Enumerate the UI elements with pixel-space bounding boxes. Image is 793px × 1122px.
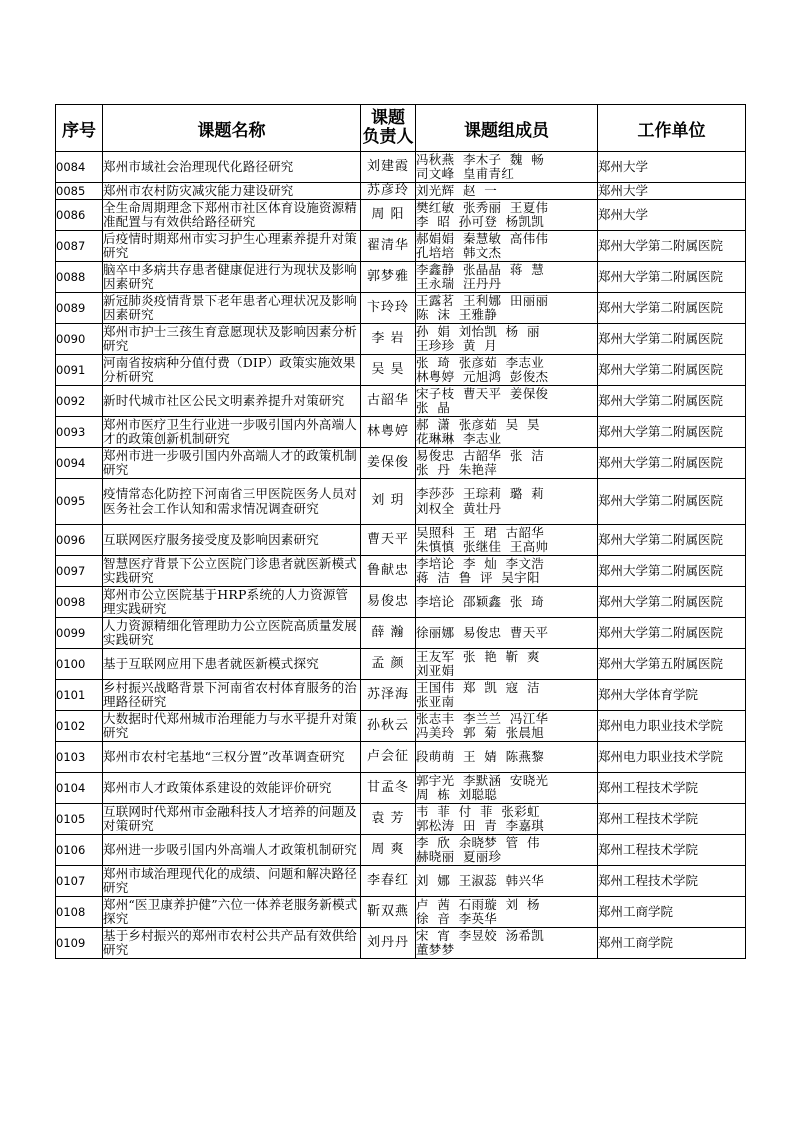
cell-code: 0098: [56, 587, 103, 618]
cell-unit: 郑州大学第二附属医院: [598, 324, 746, 355]
cell-members: 吴照科 王 珺 古韶华 朱慎慎 张继佳 王高帅: [416, 525, 598, 556]
table-row: [56, 804, 746, 835]
cell-members: 王友军 张 艳 靳 爽 刘亚娟: [416, 649, 598, 680]
cell-members: 刘 娜 王淑蕊 韩兴华: [416, 866, 598, 897]
cell-unit: 郑州大学第二附属医院: [598, 386, 746, 417]
table-row: [56, 773, 746, 804]
cell-lead: 刘 玥: [361, 479, 416, 525]
cell-code: 0100: [56, 649, 103, 680]
cell-code: 0094: [56, 448, 103, 479]
cell-unit: 郑州大学第二附属医院: [598, 479, 746, 525]
cell-code: 0103: [56, 742, 103, 773]
cell-code: 0089: [56, 293, 103, 324]
cell-title: 全生命周期理念下郑州市社区体育设施资源精准配置与有效供给路径研究: [103, 200, 361, 231]
cell-lead: 刘丹丹: [361, 928, 416, 959]
cell-code: 0085: [56, 183, 103, 200]
cell-code: 0091: [56, 355, 103, 386]
cell-code: 0099: [56, 618, 103, 649]
cell-lead: 林粤婷: [361, 417, 416, 448]
cell-title: 郑州市进一步吸引国内外高端人才的政策机制研究: [103, 448, 361, 479]
cell-code: 0101: [56, 680, 103, 711]
cell-lead: 古韶华: [361, 386, 416, 417]
cell-code: 0095: [56, 479, 103, 525]
cell-lead: 甘孟冬: [361, 773, 416, 804]
cell-title: 郑州“医卫康养护健”六位一体养老服务新模式探究: [103, 897, 361, 928]
cell-unit: 郑州大学第五附属医院: [598, 649, 746, 680]
cell-title: 乡村振兴战略背景下河南省农村体育服务的治理路径研究: [103, 680, 361, 711]
cell-lead: 曹天平: [361, 525, 416, 556]
table-row: [56, 417, 746, 448]
cell-lead: 孟 颜: [361, 649, 416, 680]
cell-unit: 郑州大学第二附属医院: [598, 293, 746, 324]
cell-members: 王露茗 王利娜 田丽丽 陈 沫 王雅静: [416, 293, 598, 324]
cell-members: 张 琦 张彦茹 李志业 林粤婷 元旭鸿 彭俊杰: [416, 355, 598, 386]
cell-title: 后疫情时期郑州市实习护生心理素养提升对策研究: [103, 231, 361, 262]
cell-title: 郑州市域社会治理现代化路径研究: [103, 152, 361, 183]
cell-code: 0107: [56, 866, 103, 897]
cell-unit: 郑州大学第二附属医院: [598, 618, 746, 649]
cell-unit: 郑州大学: [598, 152, 746, 183]
cell-members: 樊红敏 张秀丽 王夏伟 李 昭 孙可登 杨凯凯: [416, 200, 598, 231]
cell-code: 0096: [56, 525, 103, 556]
cell-unit: 郑州大学第二附属医院: [598, 355, 746, 386]
cell-code: 0106: [56, 835, 103, 866]
cell-code: 0088: [56, 262, 103, 293]
cell-title: 郑州市农村防灾减灾能力建设研究: [103, 183, 361, 200]
table-row: [56, 680, 746, 711]
cell-unit: 郑州工程技术学院: [598, 773, 746, 804]
table-row: [56, 355, 746, 386]
cell-code: 0084: [56, 152, 103, 183]
cell-lead: 周 阳: [361, 200, 416, 231]
cell-title: 基于互联网应用下患者就医新模式探究: [103, 649, 361, 680]
cell-code: 0093: [56, 417, 103, 448]
header-lead: [361, 105, 416, 152]
cell-code: 0092: [56, 386, 103, 417]
cell-members: 郭宇光 李默涵 安晓光 周 栋 刘聪聪: [416, 773, 598, 804]
cell-unit: 郑州工商学院: [598, 897, 746, 928]
cell-lead: 李 岩: [361, 324, 416, 355]
table-row: [56, 618, 746, 649]
cell-title: 郑州市域治理现代化的成绩、问题和解决路径研究: [103, 866, 361, 897]
cell-title: 大数据时代郑州城市治理能力与水平提升对策研究: [103, 711, 361, 742]
cell-title: 人力资源精细化管理助力公立医院高质量发展实践研究: [103, 618, 361, 649]
header-row: [56, 105, 746, 152]
cell-title: 智慧医疗背景下公立医院门诊患者就医新模式实践研究: [103, 556, 361, 587]
cell-lead: 靳双燕: [361, 897, 416, 928]
cell-unit: 郑州工程技术学院: [598, 835, 746, 866]
table-row: [56, 200, 746, 231]
cell-unit: 郑州大学: [598, 183, 746, 200]
table-row: [56, 324, 746, 355]
header-members: 课题组成员: [416, 105, 598, 152]
cell-title: 郑州市护士三孩生育意愿现状及影响因素分析研究: [103, 324, 361, 355]
cell-unit: 郑州大学第二附属医院: [598, 525, 746, 556]
table-row: [56, 152, 746, 183]
cell-title: 新时代城市社区公民文明素养提升对策研究: [103, 386, 361, 417]
cell-members: 易俊忠 古韶华 张 洁 张 丹 朱艳萍: [416, 448, 598, 479]
cell-lead: 翟清华: [361, 231, 416, 262]
cell-lead: 郭梦雅: [361, 262, 416, 293]
table-row: [56, 525, 746, 556]
cell-lead: 袁 芳: [361, 804, 416, 835]
cell-members: 李培论 邵颖鑫 张 琦: [416, 587, 598, 618]
header-title: 课题名称: [103, 105, 361, 152]
cell-code: 0104: [56, 773, 103, 804]
cell-title: 基于乡村振兴的郑州市农村公共产品有效供给研究: [103, 928, 361, 959]
cell-unit: 郑州工程技术学院: [598, 804, 746, 835]
cell-lead: 鲁献忠: [361, 556, 416, 587]
cell-lead: 易俊忠: [361, 587, 416, 618]
cell-members: 宋子枝 曹天平 姜保俊 张 晶: [416, 386, 598, 417]
table-row: [56, 386, 746, 417]
project-table: [55, 104, 746, 959]
table-row: [56, 479, 746, 525]
cell-unit: 郑州大学第二附属医院: [598, 556, 746, 587]
table-row: [56, 649, 746, 680]
cell-members: 冯秋燕 李木子 魏 畅 司文峰 皇甫青红: [416, 152, 598, 183]
table-row: [56, 448, 746, 479]
table-row: [56, 711, 746, 742]
table-row: [56, 742, 746, 773]
table-row: [56, 183, 746, 200]
cell-unit: 郑州大学第二附属医院: [598, 417, 746, 448]
cell-unit: 郑州大学第二附属医院: [598, 262, 746, 293]
cell-unit: 郑州工商学院: [598, 928, 746, 959]
cell-lead: 卢会征: [361, 742, 416, 773]
cell-title: 郑州市医疗卫生行业进一步吸引国内外高端人才的政策创新机制研究: [103, 417, 361, 448]
cell-code: 0090: [56, 324, 103, 355]
cell-members: 卢 茜 石雨璇 刘 杨 徐 音 李英华: [416, 897, 598, 928]
cell-code: 0087: [56, 231, 103, 262]
cell-lead: 苏泽海: [361, 680, 416, 711]
table-row: [56, 928, 746, 959]
cell-unit: 郑州电力职业技术学院: [598, 742, 746, 773]
cell-unit: 郑州大学: [598, 200, 746, 231]
cell-unit: 郑州大学体育学院: [598, 680, 746, 711]
table-row: [56, 231, 746, 262]
cell-unit: 郑州大学第二附属医院: [598, 231, 746, 262]
header-lead-line2: 负责人: [362, 127, 414, 147]
cell-unit: 郑州电力职业技术学院: [598, 711, 746, 742]
cell-members: 徐丽娜 易俊忠 曹天平: [416, 618, 598, 649]
cell-lead: 周 爽: [361, 835, 416, 866]
table-row: [56, 293, 746, 324]
cell-lead: 刘建霞: [361, 152, 416, 183]
header-code: 序号: [56, 105, 103, 152]
cell-members: 郝娟娟 秦慧敏 高伟伟 孔培培 韩文杰: [416, 231, 598, 262]
cell-unit: 郑州工程技术学院: [598, 866, 746, 897]
cell-title: 郑州市人才政策体系建设的效能评价研究: [103, 773, 361, 804]
cell-code: 0108: [56, 897, 103, 928]
cell-members: 韦 菲 付 菲 张彩虹 郭松涛 田 青 李嘉琪: [416, 804, 598, 835]
table-row: [56, 897, 746, 928]
cell-unit: 郑州大学第二附属医院: [598, 448, 746, 479]
cell-members: 段萌萌 王 婧 陈燕黎: [416, 742, 598, 773]
cell-code: 0086: [56, 200, 103, 231]
cell-unit: 郑州大学第二附属医院: [598, 587, 746, 618]
table-row: [56, 587, 746, 618]
cell-members: 刘光辉 赵 一: [416, 183, 598, 200]
cell-lead: 苏彦玲: [361, 183, 416, 200]
cell-code: 0102: [56, 711, 103, 742]
cell-members: 宋 宵 李昱姣 汤希凯 董梦梦: [416, 928, 598, 959]
cell-title: 郑州市农村宅基地“三权分置”改革调查研究: [103, 742, 361, 773]
cell-lead: 孙秋云: [361, 711, 416, 742]
cell-title: 新冠肺炎疫情背景下老年患者心理状况及影响因素研究: [103, 293, 361, 324]
cell-members: 王国伟 郑 凯 寇 洁 张亚南: [416, 680, 598, 711]
cell-members: 李 欣 余晓梦 管 伟 赫晓丽 夏丽珍: [416, 835, 598, 866]
cell-code: 0109: [56, 928, 103, 959]
cell-title: 郑州市公立医院基于HRP系统的人力资源管理实践研究: [103, 587, 361, 618]
table-row: [56, 556, 746, 587]
table-row: [56, 866, 746, 897]
cell-members: 张志丰 李兰兰 冯江华 冯美玲 郭 菊 张晨旭: [416, 711, 598, 742]
table-body: [56, 152, 746, 959]
cell-lead: 卞玲玲: [361, 293, 416, 324]
cell-lead: 姜保俊: [361, 448, 416, 479]
cell-title: 互联网时代郑州市金融科技人才培养的问题及对策研究: [103, 804, 361, 835]
cell-title: 郑州进一步吸引国内外高端人才政策机制研究: [103, 835, 361, 866]
cell-members: 李鑫静 张晶晶 蒋 慧 王永瑞 汪丹丹: [416, 262, 598, 293]
cell-title: 疫情常态化防控下河南省三甲医院医务人员对医务社会工作认知和需求情况调查研究: [103, 479, 361, 525]
cell-title: 河南省按病种分值付费（DIP）政策实施效果分析研究: [103, 355, 361, 386]
cell-members: 孙 娟 刘怡凯 杨 丽 王珍珍 黄 月: [416, 324, 598, 355]
cell-members: 李培论 李 灿 李文浩 蒋 洁 鲁 评 吴宇阳: [416, 556, 598, 587]
cell-lead: 李春红: [361, 866, 416, 897]
cell-lead: 薛 瀚: [361, 618, 416, 649]
table-row: [56, 835, 746, 866]
cell-code: 0105: [56, 804, 103, 835]
cell-members: 李莎莎 王琮莉 璐 莉 刘权全 黄壮丹: [416, 479, 598, 525]
cell-title: 互联网医疗服务接受度及影响因素研究: [103, 525, 361, 556]
cell-title: 脑卒中多病共存患者健康促进行为现状及影响因素研究: [103, 262, 361, 293]
cell-members: 郝 潇 张彦茹 吴 昊 花琳琳 李志业: [416, 417, 598, 448]
table-row: [56, 262, 746, 293]
header-lead-line1: 课题: [371, 108, 405, 128]
header-unit: 工作单位: [598, 105, 746, 152]
cell-lead: 吴 昊: [361, 355, 416, 386]
cell-code: 0097: [56, 556, 103, 587]
